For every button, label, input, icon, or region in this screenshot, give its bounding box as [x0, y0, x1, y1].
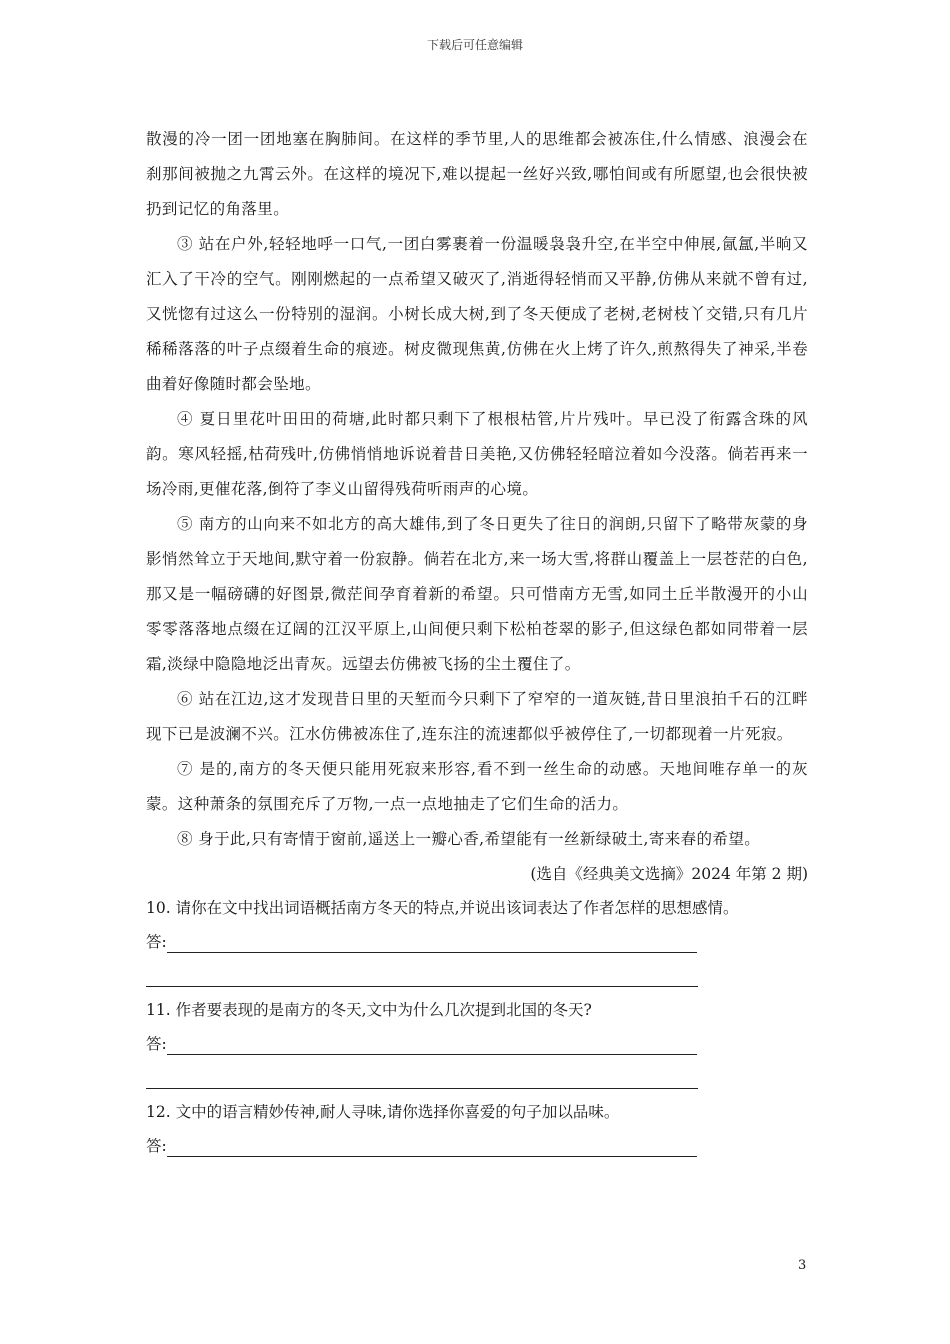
answer-line[interactable]	[146, 1027, 808, 1061]
question-11	[146, 993, 808, 1095]
answer-line[interactable]	[146, 1129, 808, 1163]
answer-blank-line[interactable]	[146, 959, 698, 993]
answer-label: 答:	[146, 1137, 167, 1155]
question-12	[146, 1095, 808, 1163]
paragraph-4: ④ 夏日里花叶田田的荷塘,此时都只剩下了根根枯管,片片残叶。早已没了衔露含珠的风韵。寒风轻摇,枯荷残叶,仿佛悄悄地诉说着昔日美艳,又仿佛轻轻暗泣着如今没落。倘若再来一场冷雨,更催花落,倒符了李义山留得残荷听雨声的心境。	[146, 410, 808, 498]
answer-label: 答:	[146, 933, 167, 951]
answer-label: 答:	[146, 1035, 167, 1053]
question-10	[146, 891, 808, 993]
answer-underline	[146, 1088, 698, 1089]
answer-underline	[146, 986, 698, 987]
paragraph-5: ⑤ 南方的山向来不如北方的高大雄伟,到了冬日更失了往日的润朗,只留下了略带灰蒙的身影悄然耸立于天地间,默守着一份寂静。倘若在北方,来一场大雪,将群山覆盖上一层苍茫的白色,那又是一幅磅礴的好图景,微茫间孕育着新的希望。只可惜南方无雪,如同土丘半散漫开的小山零零落落地点缀在辽阔的江汉平原上,山间便只剩下松柏苍翠的影子,但这绿色都如同带着一层霜,淡绿中隐隐地泛出青灰。远望去仿佛被飞扬的尘土覆住了。	[146, 515, 808, 673]
question-text: 12. 文中的语言精妙传神,耐人寻味,请你选择你喜爱的句子加以品味。	[146, 1103, 620, 1121]
answer-line[interactable]	[146, 925, 808, 959]
question-text: 10. 请你在文中找出词语概括南方冬天的特点,并说出该词表达了作者怎样的思想感情。	[146, 899, 739, 917]
answer-underline	[167, 1032, 697, 1055]
paragraph-continued: 散漫的冷一团一团地塞在胸肺间。在这样的季节里,人的思维都会被冻住,什么情感、浪漫会在刹那间被抛之九霄云外。在这样的境况下,难以提起一丝好兴致,哪怕间或有所愿望,也会很快被扔到记忆的角落里。	[146, 130, 808, 218]
paragraph-6: ⑥ 站在江边,这才发现昔日里的天堑而今只剩下了窄窄的一道灰链,昔日里浪拍千石的江畔现下已是波澜不兴。江水仿佛被冻住了,连东注的流速都似乎被停住了,一切都现着一片死寂。	[146, 690, 808, 743]
paragraph-7: ⑦ 是的,南方的冬天便只能用死寂来形容,看不到一丝生命的动感。天地间唯存单一的灰蒙。这种萧条的氛围充斥了万物,一点一点地抽走了它们生命的活力。	[146, 760, 808, 813]
paragraph-3: ③ 站在户外,轻轻地呼一口气,一团白雾裹着一份温暖袅袅升空,在半空中伸展,氤氲,半晌又汇入了干冷的空气。刚刚燃起的一点希望又破灭了,消逝得轻悄而又平静,仿佛从来就不曾有过,又恍惚有过这么一份特别的湿润。小树长成大树,到了冬天便成了老树,老树枝丫交错,只有几片稀稀落落的叶子点缀着生命的痕迹。树皮微现焦黄,仿佛在火上烤了许久,煎熬得失了神采,半卷曲着好像随时都会坠地。	[146, 235, 808, 393]
answer-underline	[167, 1134, 697, 1157]
answer-underline	[167, 930, 697, 953]
answer-blank-line[interactable]	[146, 1061, 698, 1095]
page-number: 3	[798, 1258, 807, 1273]
source-citation: (选自《经典美文选摘》2024 年第 2 期)	[530, 865, 808, 883]
document-body	[146, 122, 808, 1163]
question-text: 11. 作者要表现的是南方的冬天,文中为什么几次提到北国的冬天?	[146, 1001, 592, 1019]
page-header: 下载后可任意编辑	[426, 38, 523, 52]
paragraph-8: ⑧ 身于此,只有寄情于窗前,遥送上一瓣心香,希望能有一丝新绿破土,寄来春的希望。	[177, 830, 761, 848]
